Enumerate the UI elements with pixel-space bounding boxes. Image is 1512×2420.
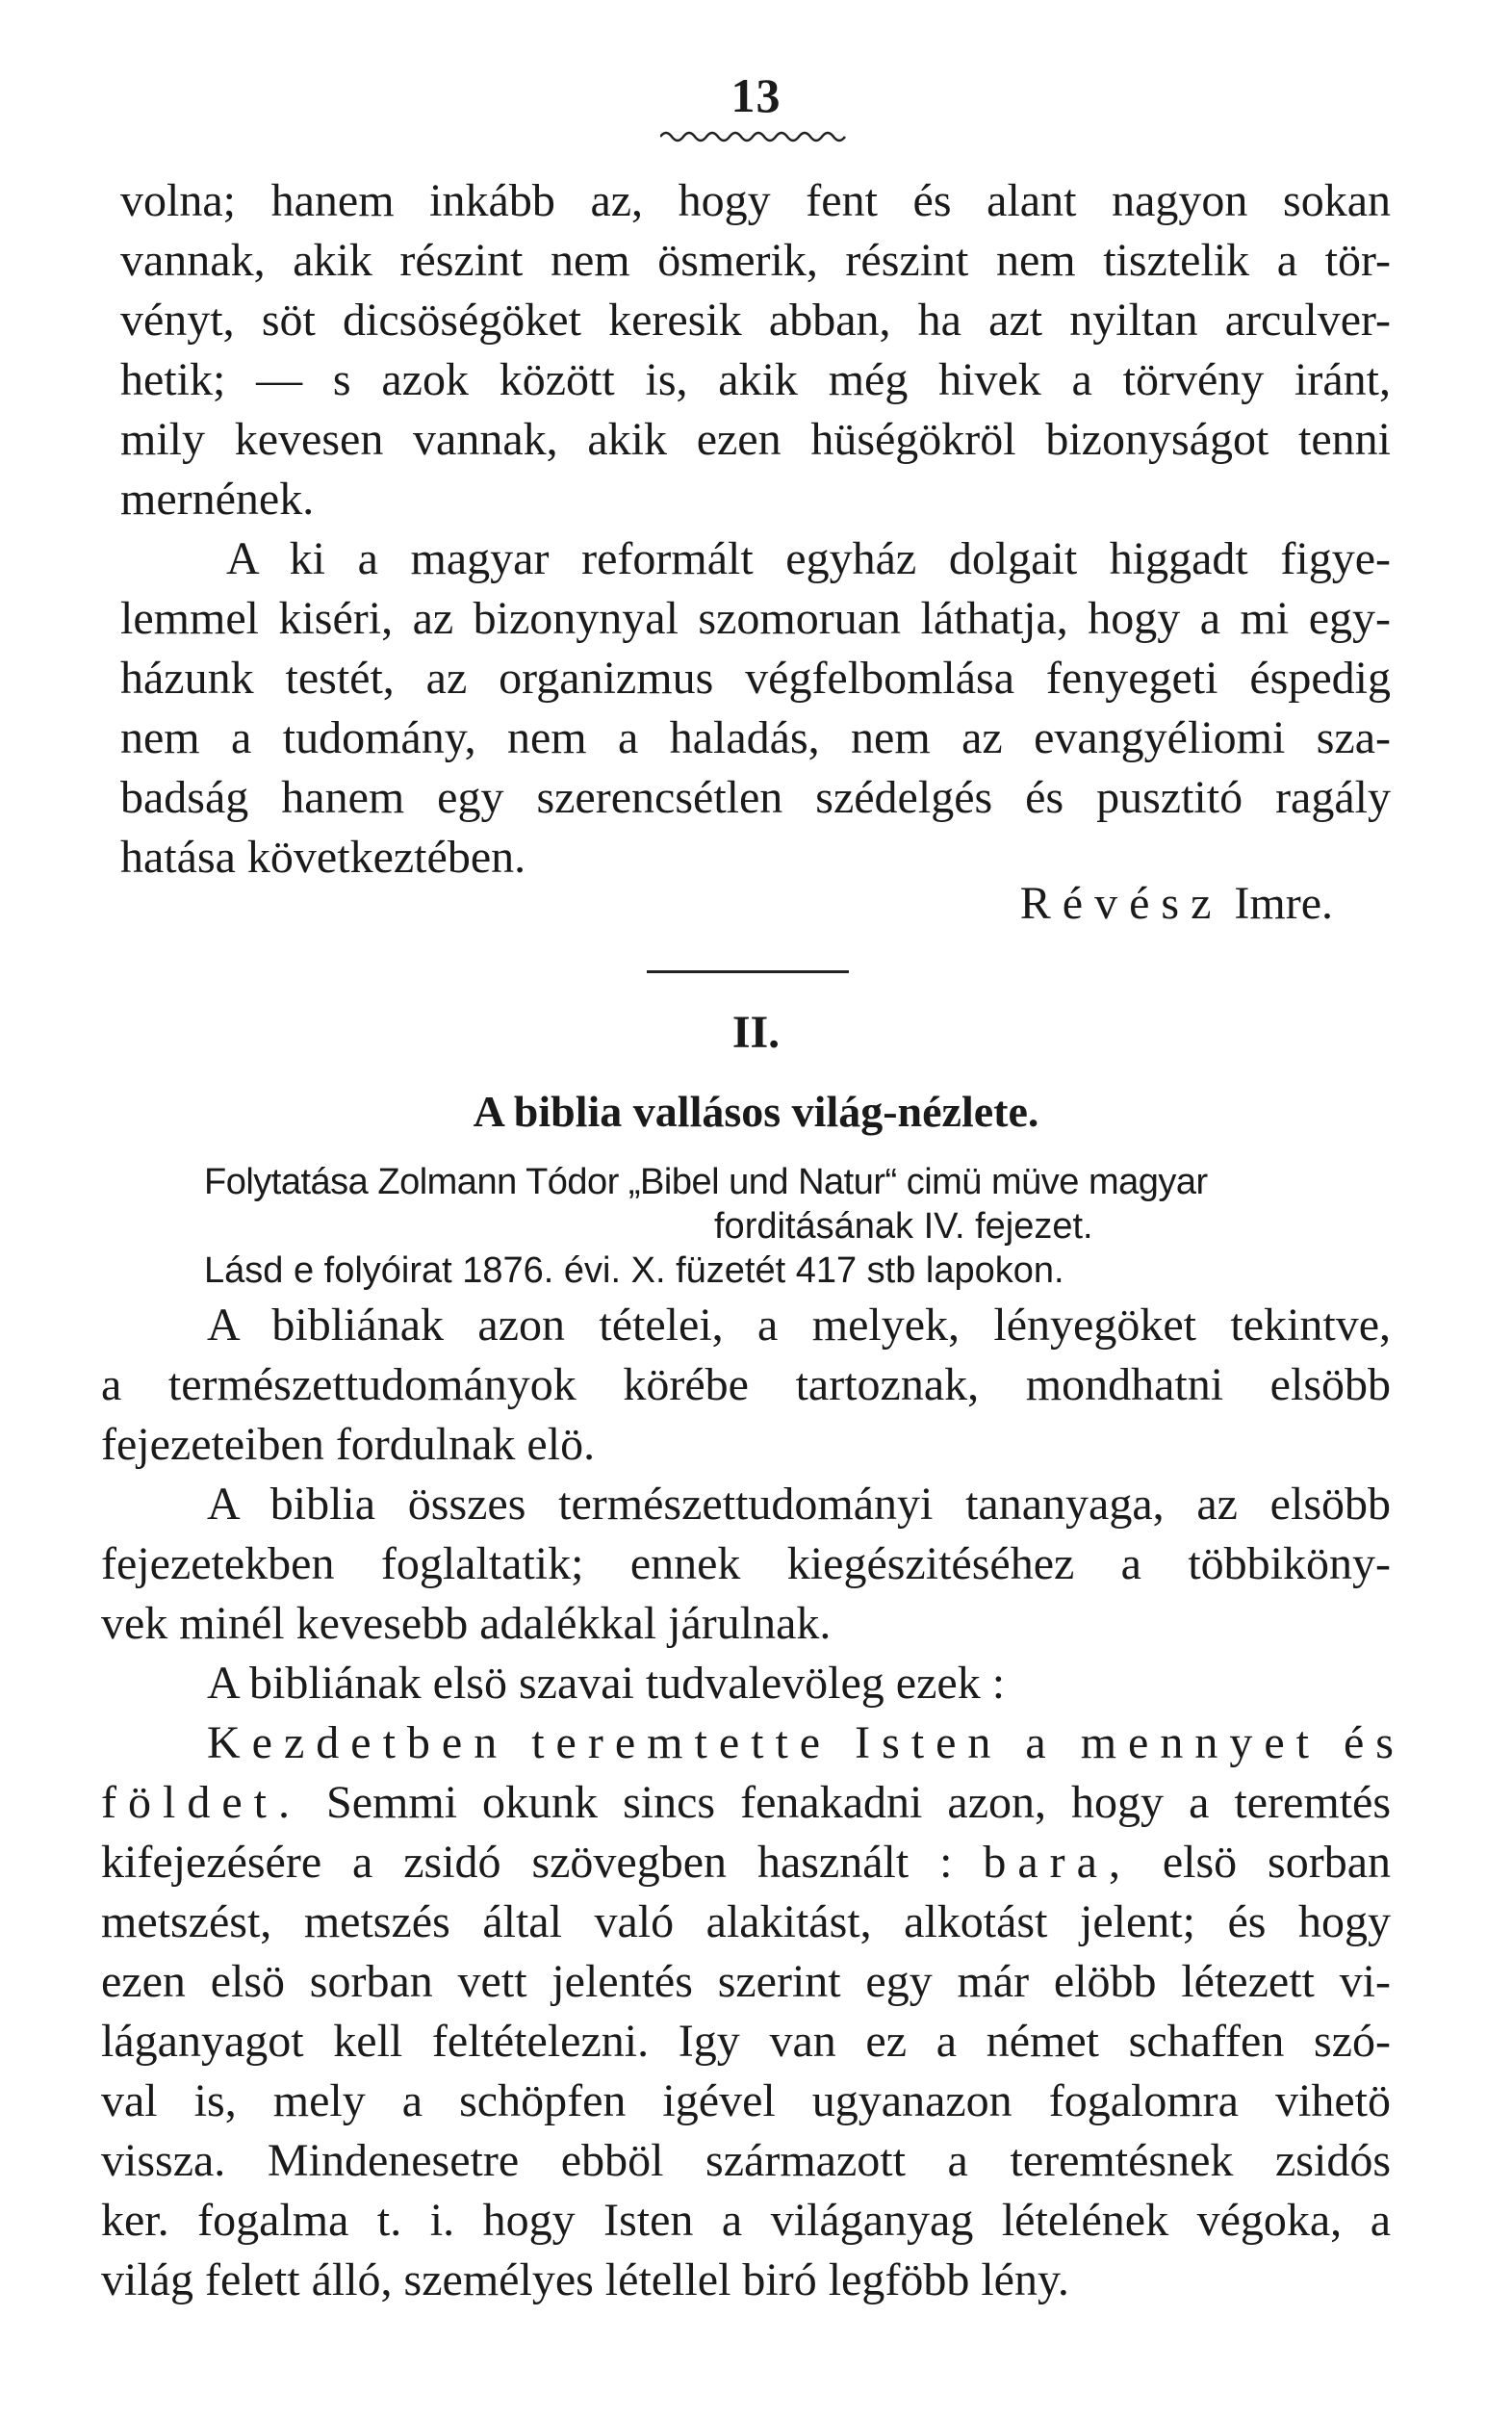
text-line bbox=[101, 1713, 1405, 1773]
signature-given-name: Imre. bbox=[1234, 878, 1333, 929]
text-line: volna; hanem inkább az, hogy fent és alant nagyon sokan bbox=[120, 175, 1391, 226]
text-line: badság hanem egy szerencsétlen szédelgés és pusztitó ragály bbox=[120, 772, 1391, 823]
text-run: Semmi okunk sincs fenakadni azon, hogy a teremtés bbox=[326, 1777, 1392, 1828]
text-line: A biblia összes természettudományi tananyaga, az elsöbb bbox=[207, 1479, 1391, 1530]
text-line: fejezetekben foglaltatik; ennek kiegészitéséhez a többiköny- bbox=[101, 1538, 1391, 1589]
text-line: mernének. bbox=[120, 474, 315, 525]
text-line: fejezeteiben fordulnak elö. bbox=[101, 1419, 596, 1470]
page-number: 13 bbox=[730, 68, 782, 122]
section-title: A biblia vallásos világ-nézlete. bbox=[473, 1087, 1039, 1136]
text-run: kifejezésére a zsidó szövegben használt : bbox=[101, 1837, 953, 1888]
text-line: ker. fogalma t. i. hogy Isten a világanyag lételének végoka, a bbox=[101, 2195, 1391, 2246]
text-line bbox=[101, 1833, 1391, 1892]
emphasized-quote: Kezdetben teremtette Isten a mennyet és bbox=[207, 1717, 1405, 1768]
section-number: II. bbox=[731, 1007, 781, 1058]
text-line: A bibliának azon tételei, a melyek, lényegöket tekintve, bbox=[207, 1300, 1391, 1351]
text-line: A bibliának elsö szavai tudvalevöleg ezek : bbox=[207, 1658, 1006, 1709]
section-text bbox=[101, 1296, 1405, 2310]
text-line: hatása következtében. bbox=[120, 832, 526, 883]
emphasized-word: bara, bbox=[983, 1837, 1132, 1888]
text-line: láganyagot kell feltételezni. Igy van ez a német schaffen szó- bbox=[101, 2016, 1391, 2067]
text-line bbox=[101, 1773, 1391, 1833]
signature-surname: Révész bbox=[1019, 878, 1223, 929]
text-run: elsö sorban bbox=[1162, 1837, 1392, 1888]
text-line: val is, mely a schöpfen igével ugyanazon fogalomra vihetö bbox=[101, 2075, 1391, 2126]
text-line: ezen elsö sorban vett jelentés szerint egy már elöbb létezett vi- bbox=[101, 1956, 1391, 2007]
text-line: vek minél kevesebb adalékkal járulnak. bbox=[101, 1598, 832, 1649]
text-line: vannak, akik részint nem ösmerik, részint nem tisztelik a tör- bbox=[120, 235, 1391, 286]
text-line: házunk testét, az organizmus végfelbomlása fenyegeti éspedig bbox=[120, 653, 1391, 704]
text-line: világ felett álló, személyes létellel biró legföbb lény. bbox=[101, 2254, 1069, 2305]
text-line: vissza. Mindenesetre ebböl származott a teremtésnek zsidós bbox=[101, 2135, 1391, 2186]
text-line: A ki a magyar reformált egyház dolgait higgadt figye- bbox=[226, 533, 1391, 584]
page-header bbox=[0, 67, 1512, 123]
text-line: lemmel kiséri, az bizonynyal szomoruan láthatja, hogy a mi egy- bbox=[120, 593, 1391, 644]
wavy-ornament bbox=[660, 127, 853, 146]
opening-text bbox=[120, 171, 1391, 888]
text-line: a természettudományok körébe tartoznak, mondhatni elsöbb bbox=[101, 1359, 1391, 1410]
emphasized-quote: földet. bbox=[101, 1777, 301, 1828]
text-line: mily kevesen vannak, akik ezen hüségökröl bizonyságot tenni bbox=[120, 414, 1391, 465]
source-note-line: Lásd e folyóirat 1876. évi. X. füzetét 417 stb lapokon. bbox=[204, 1250, 1064, 1291]
section-divider bbox=[647, 970, 849, 973]
author-signature bbox=[120, 874, 1333, 934]
source-note-line: forditásának IV. fejezet. bbox=[714, 1206, 1093, 1247]
source-note-line: Folytatása Zolmann Tódor „Bibel und Natur“ cimü müve magyar bbox=[204, 1162, 1208, 1202]
text-line: metszést, metszés által való alakitást, alkotást jelent; és hogy bbox=[101, 1896, 1391, 1947]
text-line: nem a tudomány, nem a haladás, nem az evangyéliomi sza- bbox=[120, 712, 1391, 763]
text-line: hetik; — s azok között is, akik még hivek a törvény iránt, bbox=[120, 354, 1391, 405]
text-line: vényt, söt dicsöségöket keresik abban, ha azt nyiltan arculver- bbox=[120, 295, 1391, 346]
